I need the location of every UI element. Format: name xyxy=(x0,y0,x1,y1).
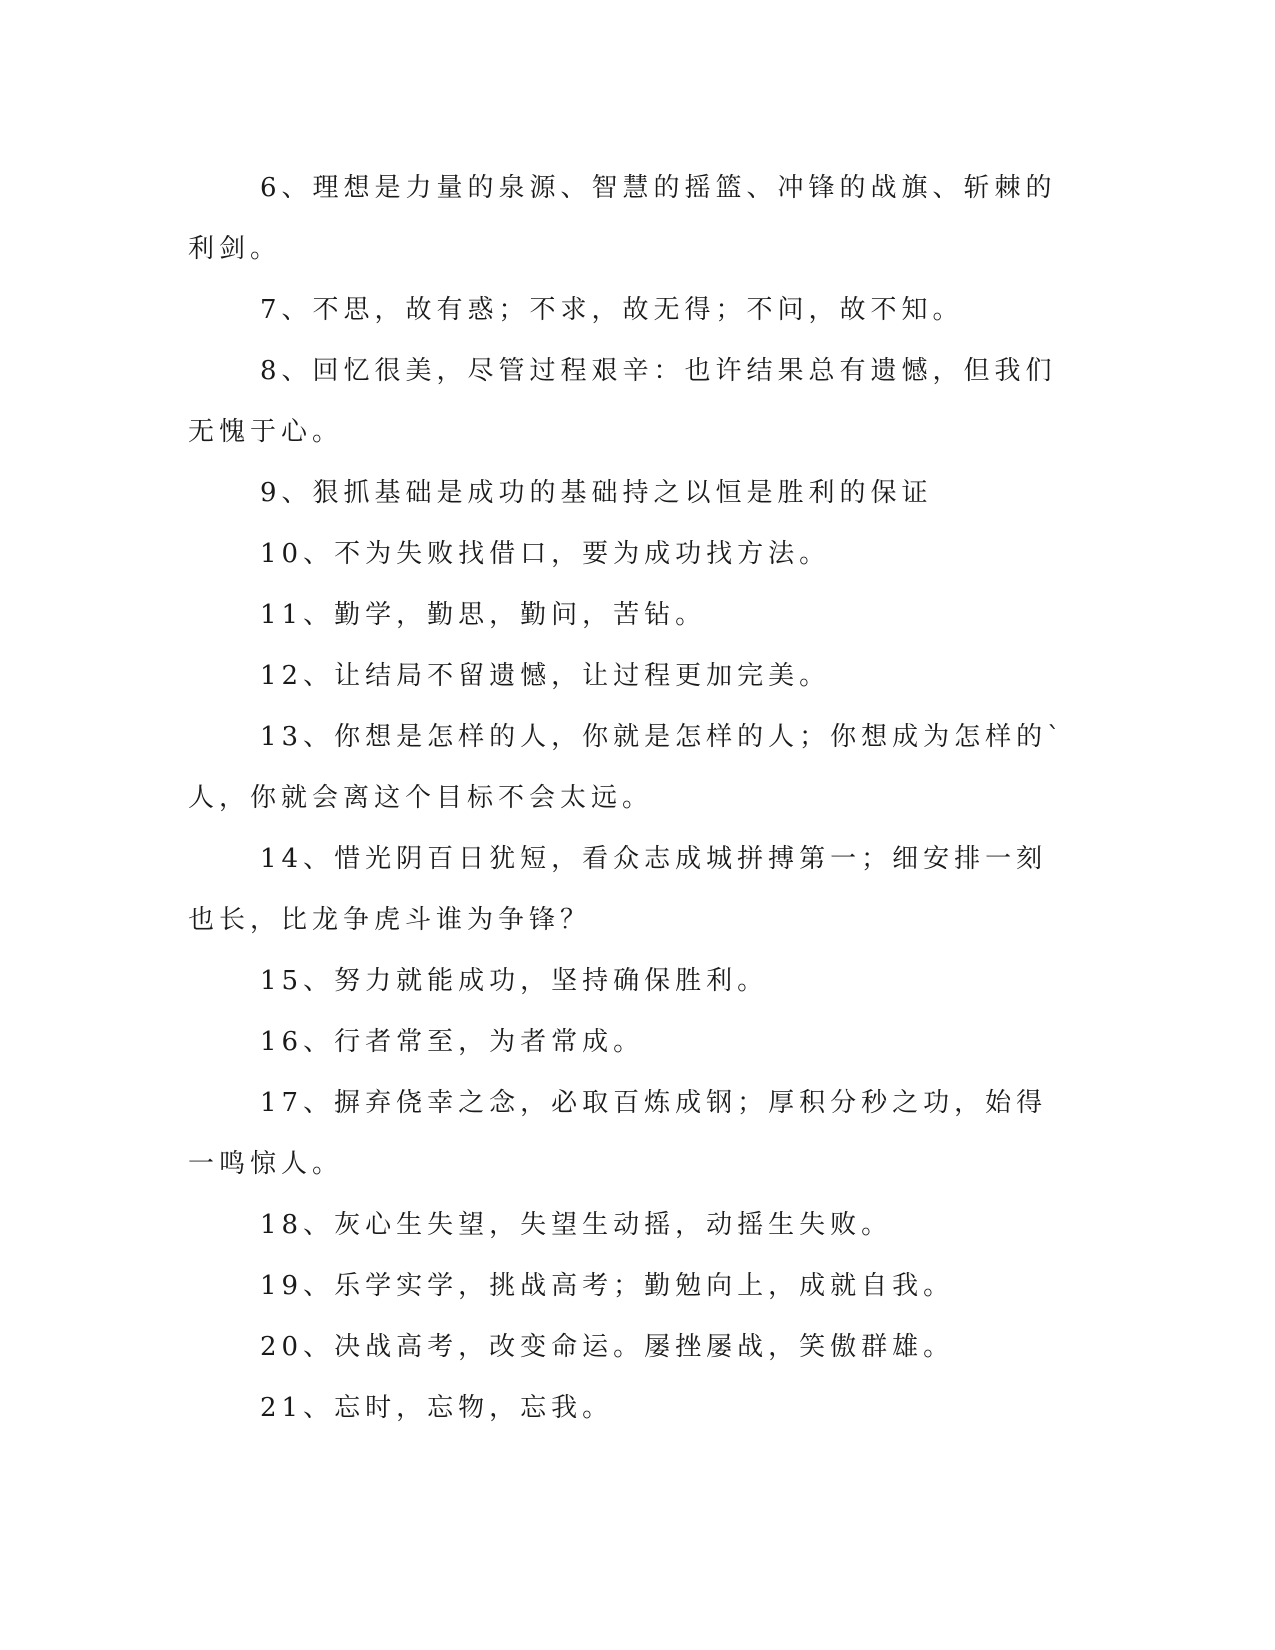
document-body xyxy=(188,158,1068,1439)
paragraph-6: 6、理想是力量的泉源、智慧的摇篮、冲锋的战旗、斩棘的利剑。 xyxy=(188,173,1057,264)
paragraph-13: 13、你想是怎样的人，你就是怎样的人；你想成为怎样的`人，你就会离这个目标不会太远。 xyxy=(188,722,1066,813)
paragraph-14: 14、惜光阴百日犹短，看众志成城拼搏第一；细安排一刻也长，比龙争虎斗谁为争锋？ xyxy=(188,844,1048,935)
paragraph-19: 19、乐学实学，挑战高考；勤勉向上，成就自我。 xyxy=(260,1271,955,1301)
paragraph-11: 11、勤学，勤思，勤问，苦钻。 xyxy=(260,600,707,630)
paragraph-17: 17、摒弃侥幸之念，必取百炼成钢；厚积分秒之功，始得一鸣惊人。 xyxy=(188,1088,1048,1179)
paragraph-12: 12、让结局不留遗憾，让过程更加完美。 xyxy=(260,661,831,691)
paragraph-8: 8、回忆很美，尽管过程艰辛：也许结果总有遗憾，但我们无愧于心。 xyxy=(188,356,1057,447)
paragraph-7: 7、不思，故有惑；不求，故无得；不问，故不知。 xyxy=(260,295,964,325)
paragraph-21: 21、忘时，忘物，忘我。 xyxy=(260,1393,614,1423)
paragraph-18: 18、灰心生失望，失望生动摇，动摇生失败。 xyxy=(260,1210,893,1240)
paragraph-15: 15、努力就能成功，坚持确保胜利。 xyxy=(260,966,769,996)
paragraph-20: 20、决战高考，改变命运。屡挫屡战，笑傲群雄。 xyxy=(260,1332,955,1362)
paragraph-10: 10、不为失败找借口，要为成功找方法。 xyxy=(260,539,831,569)
paragraph-9: 9、狠抓基础是成功的基础持之以恒是胜利的保证 xyxy=(260,478,933,508)
paragraph-16: 16、行者常至，为者常成。 xyxy=(260,1027,645,1057)
